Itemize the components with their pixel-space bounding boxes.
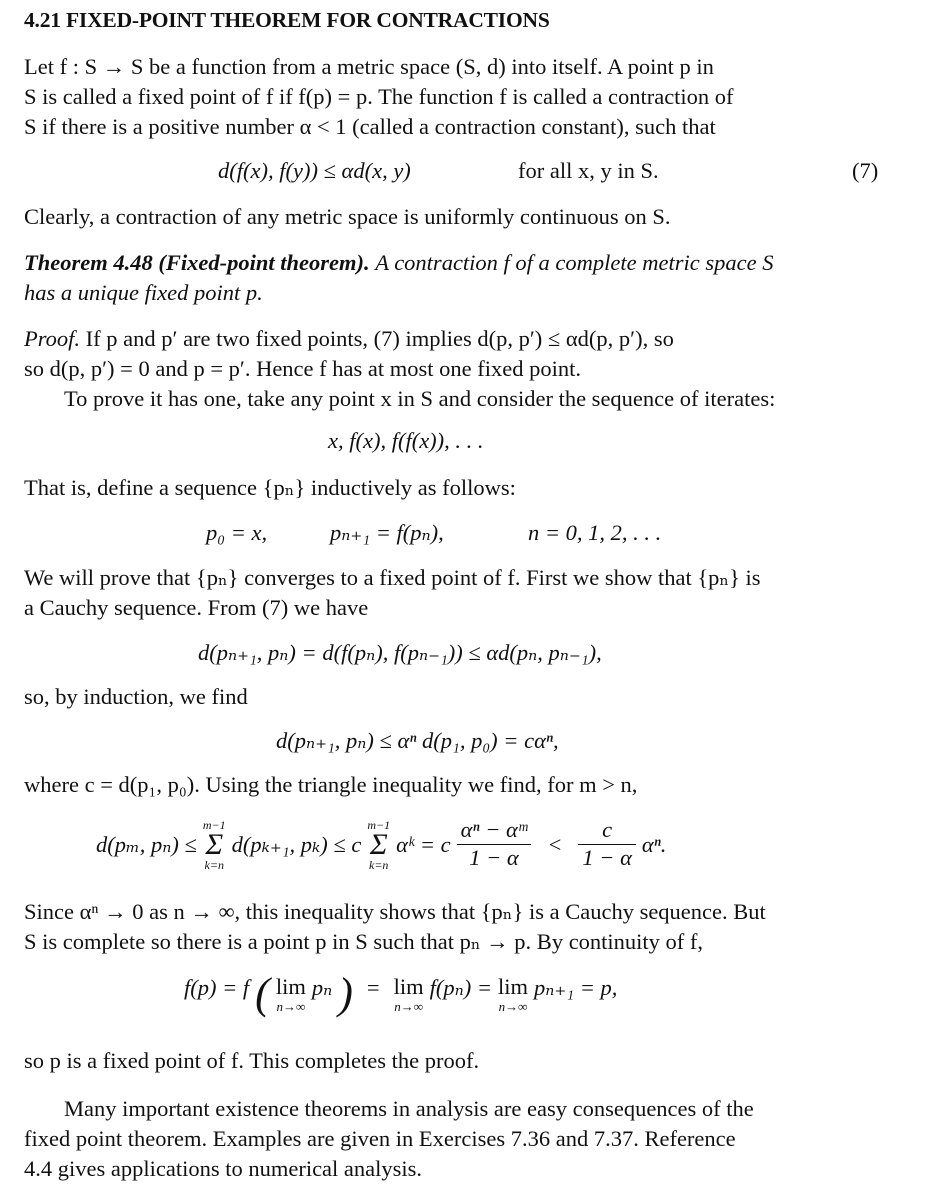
proof-line-6: a Cauchy sequence. From (7) we have bbox=[24, 595, 369, 620]
close-paren: ) bbox=[338, 969, 353, 1018]
theorem-statement-line-1 bbox=[24, 248, 773, 278]
definition-line-1: Let f : S → S be a function from a metric space (S, d) into itself. A point p in bbox=[24, 54, 714, 79]
cauchy-term-1: d(pₖ₊₁, pₖ) ≤ c bbox=[231, 831, 362, 857]
proof-label: Proof. bbox=[24, 326, 81, 351]
closing-line-1: Many important existence theorems in analysis are easy consequences of the bbox=[64, 1096, 754, 1121]
iterates-sequence: x, f(x), f(f(x)), . . . bbox=[328, 428, 484, 453]
sequence-def-recursion: pₙ₊₁ = f(pₙ), bbox=[330, 520, 444, 545]
equation-7-rhs: for all x, y in S. bbox=[518, 158, 659, 183]
section-heading: 4.21 FIXED-POINT THEOREM FOR CONTRACTIONS bbox=[24, 8, 550, 32]
equation-7-number: (7) bbox=[852, 158, 879, 183]
equals-sign: = bbox=[366, 975, 380, 1000]
cauchy-estimate-equation bbox=[96, 818, 666, 871]
limit-middle: f(pₙ) = bbox=[429, 975, 493, 1000]
proof-line-4: That is, define a sequence {pₙ} inductively as follows: bbox=[24, 475, 516, 500]
sequence-def-index: n = 0, 1, 2, . . . bbox=[528, 520, 662, 545]
proof-line-5: We will prove that {pₙ} converges to a fixed point of f. First we show that {pₙ} is bbox=[24, 565, 761, 590]
cauchy-term-2: αᵏ = c bbox=[396, 831, 451, 857]
cauchy-tail: αⁿ. bbox=[641, 831, 667, 857]
fraction-geometric-sum: $\frac{\text{αⁿ − αᵐ}}{1 - \alpha}$ bbox=[457, 818, 532, 871]
limit-operator-2: lim n→∞ bbox=[393, 974, 424, 1014]
induction-equation: d(pₙ₊₁, pₙ) ≤ αⁿ d(p₁, p₀) = cαⁿ, bbox=[276, 728, 559, 753]
theorem-label: Theorem 4.48 (Fixed-point theorem). bbox=[24, 250, 370, 275]
limit-rhs: pₙ₊₁ = p, bbox=[534, 975, 618, 1000]
sum-symbol-2: m−1 Σ k=n bbox=[367, 817, 391, 872]
proof-line-1 bbox=[24, 324, 674, 354]
proof-text-1: If p and p′ are two fixed points, (7) implies d(p, p′) ≤ αd(p, p′), so bbox=[85, 326, 674, 351]
proof-line-10: S is complete so there is a point p in S such that pₙ → p. By continuity of f, bbox=[24, 929, 704, 954]
limit-operator-3: lim n→∞ bbox=[498, 974, 529, 1014]
proof-line-9: Since αⁿ → 0 as n → ∞, this inequality shows that {pₙ} is a Cauchy sequence. But bbox=[24, 899, 766, 924]
proof-line-8: where c = d(p₁, p₀). Using the triangle inequality we find, for m > n, bbox=[24, 772, 638, 797]
theorem-text-2: has a unique fixed point p. bbox=[24, 280, 263, 305]
sum-symbol-1: m−1 Σ k=n bbox=[202, 817, 226, 872]
theorem-statement-line-2 bbox=[24, 278, 263, 308]
definition-line-3: S if there is a positive number α < 1 (called a contraction constant), such that bbox=[24, 114, 716, 139]
sequence-def-initial: p₀ = x, bbox=[206, 520, 268, 545]
limit-equation bbox=[184, 969, 618, 1018]
proof-line-7: so, by induction, we find bbox=[24, 684, 248, 709]
proof-line-2: so d(p, p′) = 0 and p = p′. Hence f has at most one fixed point. bbox=[24, 356, 581, 381]
definition-line-2: S is called a fixed point of f if f(p) = p. The function f is called a contraction of bbox=[24, 84, 734, 109]
theorem-text-1: A contraction f of a complete metric space S bbox=[375, 250, 774, 275]
limit-lhs: f(p) = f bbox=[184, 975, 250, 1000]
limit-operator-1: lim n→∞ bbox=[275, 974, 306, 1014]
contraction-step-equation: d(pₙ₊₁, pₙ) = d(f(pₙ), f(pₙ₋₁)) ≤ αd(pₙ, pₙ₋₁), bbox=[198, 640, 602, 665]
less-than-sign: < bbox=[547, 831, 563, 857]
equation-7-lhs: d(f(x), f(y)) ≤ αd(x, y) bbox=[218, 158, 411, 183]
closing-line-2: fixed point theorem. Examples are given in Exercises 7.36 and 7.37. Reference bbox=[24, 1126, 736, 1151]
continuity-remark: Clearly, a contraction of any metric space is uniformly continuous on S. bbox=[24, 204, 671, 229]
cauchy-lhs: d(pₘ, pₙ) ≤ bbox=[96, 831, 197, 857]
proof-line-11: so p is a fixed point of f. This completes the proof. bbox=[24, 1048, 480, 1073]
closing-line-3: 4.4 gives applications to numerical analysis. bbox=[24, 1156, 423, 1181]
fraction-bound: $\frac{c}{1 - \alpha}$ bbox=[578, 818, 636, 871]
open-paren: ( bbox=[255, 969, 270, 1018]
proof-line-3: To prove it has one, take any point x in S and consider the sequence of iterates: bbox=[64, 386, 776, 411]
limit-inner: pₙ bbox=[311, 975, 333, 1000]
